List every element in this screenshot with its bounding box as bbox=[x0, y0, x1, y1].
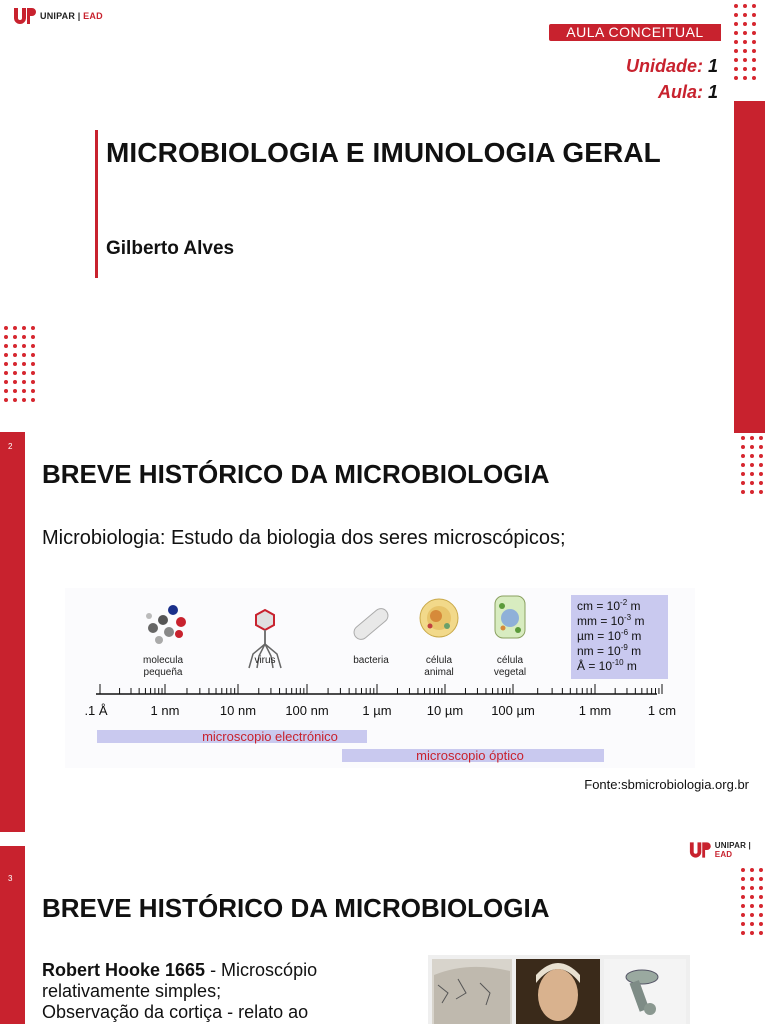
decorative-dots-top-right bbox=[734, 4, 756, 80]
decorative-dot bbox=[759, 868, 763, 872]
decorative-dot bbox=[750, 436, 754, 440]
section-heading: BREVE HISTÓRICO DA MICROBIOLOGIA bbox=[42, 893, 550, 923]
decorative-dots-right-bottom bbox=[741, 868, 763, 935]
unit-conversion-line: nm = $10^{-9}$ m bbox=[577, 643, 642, 658]
decorative-dot bbox=[741, 481, 745, 485]
decorative-dot bbox=[750, 481, 754, 485]
decorative-dot bbox=[22, 344, 26, 348]
unit-conversion-line: $\mu m = 10^{-6}$ m bbox=[577, 628, 642, 643]
decorative-dot bbox=[741, 454, 745, 458]
cork-drawing-image bbox=[432, 959, 512, 1024]
logo-text: UNIPAR | EAD bbox=[714, 841, 751, 859]
organism-label: célula bbox=[496, 655, 524, 666]
decorative-dot bbox=[759, 913, 763, 917]
decorative-dot bbox=[752, 76, 756, 80]
decorative-dot bbox=[750, 931, 754, 935]
decorative-dots-right-mid bbox=[741, 436, 763, 494]
decorative-dot bbox=[741, 922, 745, 926]
decorative-dot bbox=[741, 931, 745, 935]
decorative-dot bbox=[750, 886, 754, 890]
decorative-dot bbox=[22, 353, 26, 357]
decorative-dot bbox=[13, 335, 17, 339]
decorative-dot bbox=[13, 389, 17, 393]
unidade-line: Unidade: 1 bbox=[625, 56, 718, 76]
electron-microscope-label: microscopio electrónico bbox=[202, 729, 338, 744]
page-number: 3 bbox=[8, 874, 13, 883]
decorative-dot bbox=[759, 886, 763, 890]
tick-label: 1 µm bbox=[362, 703, 392, 718]
decorative-dot bbox=[750, 472, 754, 476]
organism-label: virus bbox=[254, 655, 276, 666]
unit-conversion-line: mm = $10^{-3}$ m bbox=[577, 613, 645, 628]
hooke-text: - Microscópio relativamente simples; bbox=[42, 960, 318, 1001]
tick-label: .1 Å bbox=[84, 703, 108, 718]
unit-conversion-line: Å = $10^{-10}$ m bbox=[577, 658, 637, 673]
title-accent-line bbox=[95, 130, 98, 278]
decorative-dot bbox=[759, 463, 763, 467]
tick-label: 10 µm bbox=[426, 703, 464, 718]
decorative-dot bbox=[752, 49, 756, 53]
tick-label: 10 nm bbox=[219, 703, 257, 718]
organism-label: célula bbox=[425, 655, 453, 666]
decorative-dot bbox=[734, 4, 738, 8]
decorative-dot bbox=[22, 398, 26, 402]
decorative-dot bbox=[31, 398, 35, 402]
decorative-dot bbox=[13, 353, 17, 357]
decorative-red-bar-right bbox=[734, 101, 765, 433]
decorative-dot bbox=[752, 58, 756, 62]
page-number: 2 bbox=[8, 442, 13, 451]
decorative-dot bbox=[31, 335, 35, 339]
decorative-dot bbox=[743, 13, 747, 17]
organism-label: vegetal bbox=[493, 667, 527, 678]
decorative-dot bbox=[750, 895, 754, 899]
decorative-dot bbox=[31, 344, 35, 348]
decorative-dot bbox=[759, 472, 763, 476]
figure-source: Fonte:sbmicrobiologia.org.br bbox=[584, 777, 749, 792]
decorative-dot bbox=[741, 472, 745, 476]
slide-2-side-bar bbox=[0, 432, 25, 832]
unipar-logo-icon bbox=[688, 840, 711, 860]
decorative-dot bbox=[743, 22, 747, 26]
decorative-dot bbox=[759, 445, 763, 449]
decorative-dot bbox=[734, 31, 738, 35]
decorative-dot bbox=[743, 4, 747, 8]
decorative-dot bbox=[759, 931, 763, 935]
decorative-dot bbox=[31, 353, 35, 357]
section-heading: BREVE HISTÓRICO DA MICROBIOLOGIA bbox=[42, 459, 550, 489]
course-title: MICROBIOLOGIA E IMUNOLOGIA GERAL bbox=[106, 137, 661, 168]
bacteria-icon bbox=[351, 606, 391, 642]
decorative-dot bbox=[4, 353, 8, 357]
aula-conceitual-badge: AULA CONCEITUAL bbox=[549, 24, 721, 41]
decorative-dot bbox=[4, 380, 8, 384]
decorative-dots-left bbox=[4, 326, 35, 402]
unipar-logo-icon bbox=[12, 6, 36, 26]
decorative-dot bbox=[741, 895, 745, 899]
decorative-dot bbox=[4, 362, 8, 366]
decorative-dot bbox=[31, 326, 35, 330]
decorative-dot bbox=[31, 371, 35, 375]
organism-label: molecula bbox=[142, 655, 184, 666]
decorative-dot bbox=[741, 877, 745, 881]
decorative-dot bbox=[750, 463, 754, 467]
plant-cell-icon bbox=[495, 596, 525, 638]
decorative-dot bbox=[752, 67, 756, 71]
decorative-dot bbox=[743, 67, 747, 71]
decorative-dot bbox=[734, 22, 738, 26]
decorative-dot bbox=[750, 877, 754, 881]
decorative-dot bbox=[759, 895, 763, 899]
optical-microscope-label: microscopio óptico bbox=[416, 748, 524, 763]
decorative-dot bbox=[4, 398, 8, 402]
decorative-dot bbox=[22, 362, 26, 366]
hooke-name: Robert Hooke 1665 bbox=[42, 960, 206, 980]
decorative-dot bbox=[741, 490, 745, 494]
decorative-dot bbox=[22, 380, 26, 384]
slide-3-side-bar bbox=[0, 846, 25, 1024]
decorative-dot bbox=[4, 335, 8, 339]
decorative-dot bbox=[750, 904, 754, 908]
tick-label: 100 µm bbox=[491, 703, 535, 718]
decorative-dot bbox=[752, 31, 756, 35]
decorative-dot bbox=[741, 913, 745, 917]
decorative-dot bbox=[13, 362, 17, 366]
historical-images bbox=[428, 955, 690, 1024]
decorative-dot bbox=[759, 922, 763, 926]
organism-label: bacteria bbox=[353, 655, 389, 666]
logo-text: UNIPAR | EAD bbox=[40, 11, 103, 21]
decorative-dot bbox=[734, 13, 738, 17]
decorative-dot bbox=[743, 31, 747, 35]
author-name: Gilberto Alves bbox=[106, 238, 235, 259]
decorative-dot bbox=[4, 389, 8, 393]
decorative-dot bbox=[759, 454, 763, 458]
decorative-dot bbox=[31, 389, 35, 393]
decorative-dot bbox=[31, 380, 35, 384]
decorative-dot bbox=[22, 335, 26, 339]
tick-label: 100 nm bbox=[285, 703, 329, 718]
decorative-dot bbox=[752, 22, 756, 26]
decorative-dot bbox=[759, 436, 763, 440]
decorative-dot bbox=[13, 326, 17, 330]
unipar-logo bbox=[12, 6, 103, 26]
decorative-dot bbox=[759, 877, 763, 881]
decorative-dot bbox=[13, 398, 17, 402]
unit-conversion-line: cm = $10^{-2}$ m bbox=[577, 598, 641, 613]
decorative-dot bbox=[734, 49, 738, 53]
hooke-portrait-image bbox=[516, 959, 600, 1024]
decorative-dot bbox=[734, 40, 738, 44]
decorative-dot bbox=[734, 76, 738, 80]
decorative-dot bbox=[4, 326, 8, 330]
decorative-dot bbox=[750, 454, 754, 458]
hooke-line-2: Observação da cortiça - relato ao bbox=[42, 1002, 309, 1022]
decorative-dot bbox=[31, 362, 35, 366]
decorative-dot bbox=[759, 490, 763, 494]
decorative-dot bbox=[13, 344, 17, 348]
decorative-dot bbox=[22, 371, 26, 375]
decorative-dot bbox=[759, 904, 763, 908]
decorative-dot bbox=[743, 58, 747, 62]
tick-label: 1 mm bbox=[578, 703, 612, 718]
decorative-dot bbox=[750, 913, 754, 917]
decorative-dot bbox=[734, 58, 738, 62]
decorative-dot bbox=[750, 445, 754, 449]
decorative-dot bbox=[750, 868, 754, 872]
hooke-paragraph bbox=[42, 960, 372, 1023]
decorative-dot bbox=[734, 67, 738, 71]
decorative-dot bbox=[752, 13, 756, 17]
decorative-dot bbox=[741, 463, 745, 467]
decorative-dot bbox=[13, 371, 17, 375]
organism-label: animal bbox=[424, 667, 454, 678]
decorative-dot bbox=[22, 389, 26, 393]
decorative-dot bbox=[759, 481, 763, 485]
decorative-dot bbox=[743, 49, 747, 53]
decorative-dot bbox=[741, 445, 745, 449]
decorative-dot bbox=[743, 76, 747, 80]
definition-text: Microbiologia: Estudo da biologia dos seres microscópicos; bbox=[42, 527, 566, 549]
decorative-dot bbox=[750, 490, 754, 494]
decorative-dot bbox=[4, 344, 8, 348]
decorative-dot bbox=[741, 436, 745, 440]
aula-line: Aula: 1 bbox=[657, 82, 718, 102]
tick-label: 1 nm bbox=[150, 703, 180, 718]
decorative-dot bbox=[750, 922, 754, 926]
decorative-dot bbox=[743, 40, 747, 44]
decorative-dot bbox=[741, 868, 745, 872]
decorative-dot bbox=[4, 371, 8, 375]
decorative-dot bbox=[22, 326, 26, 330]
decorative-dot bbox=[752, 40, 756, 44]
decorative-dot bbox=[741, 904, 745, 908]
size-scale-figure bbox=[65, 588, 695, 768]
decorative-dot bbox=[13, 380, 17, 384]
organism-label: pequeña bbox=[143, 667, 183, 678]
decorative-dot bbox=[752, 4, 756, 8]
tick-label: 1 cm bbox=[647, 703, 677, 718]
decorative-dot bbox=[741, 886, 745, 890]
unipar-logo bbox=[688, 840, 768, 860]
animal-cell-icon bbox=[420, 599, 458, 637]
microscope-drawing-image bbox=[604, 959, 686, 1024]
molecule-icon bbox=[146, 605, 186, 644]
